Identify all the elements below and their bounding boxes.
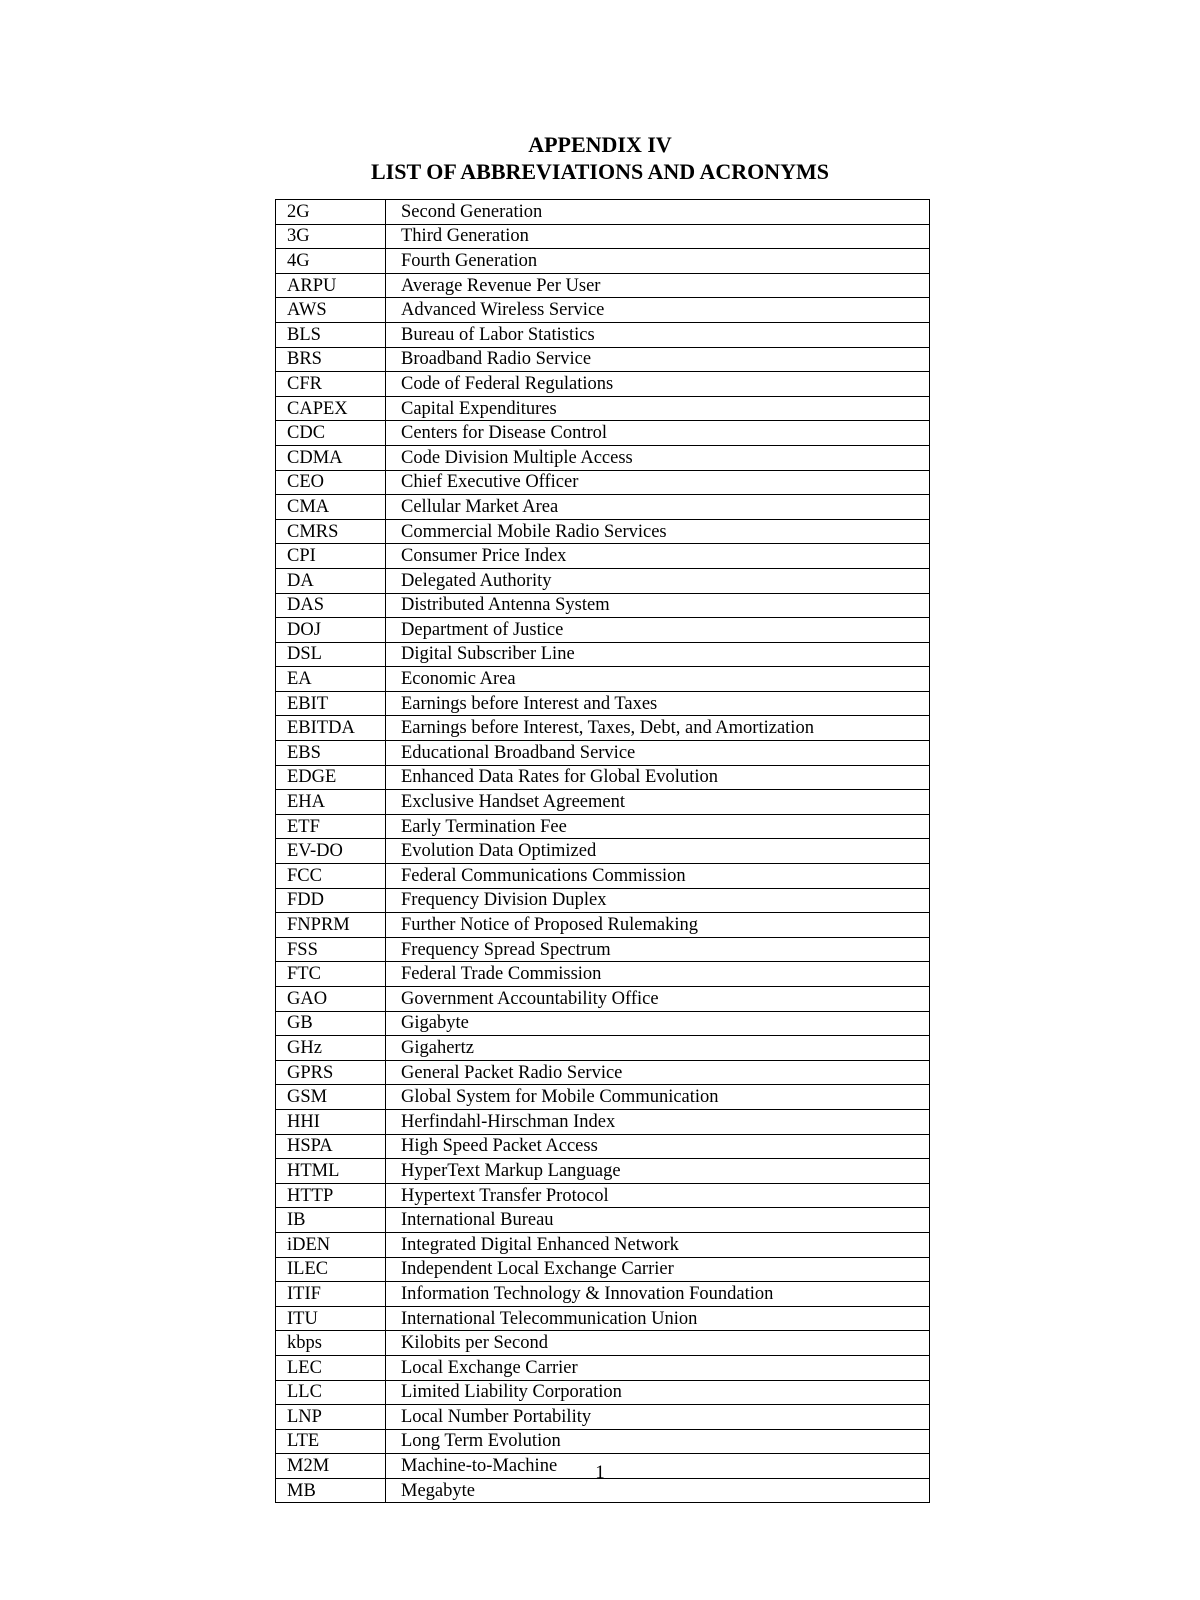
abbreviation-cell: kbps (276, 1331, 386, 1356)
abbreviation-cell: GAO (276, 987, 386, 1012)
definition-cell: International Bureau (386, 1208, 930, 1233)
table-row (276, 200, 930, 225)
abbreviation-cell: EBS (276, 741, 386, 766)
abbreviation-cell: EHA (276, 790, 386, 815)
abbreviation-cell: BLS (276, 322, 386, 347)
definition-cell: Local Number Portability (386, 1405, 930, 1430)
definition-cell: Chief Executive Officer (386, 470, 930, 495)
table-row (276, 372, 930, 397)
abbreviation-cell: FCC (276, 864, 386, 889)
abbreviation-cell: FDD (276, 888, 386, 913)
table-row (276, 716, 930, 741)
table-row (276, 347, 930, 372)
definition-cell: Frequency Spread Spectrum (386, 937, 930, 962)
abbreviations-table-body (276, 200, 930, 1503)
table-row (276, 1036, 930, 1061)
definition-cell: Limited Liability Corporation (386, 1380, 930, 1405)
table-row (276, 396, 930, 421)
definition-cell: HyperText Markup Language (386, 1159, 930, 1184)
definition-cell: Advanced Wireless Service (386, 298, 930, 323)
table-row (276, 814, 930, 839)
table-row (276, 1060, 930, 1085)
table-row (276, 864, 930, 889)
definition-cell: Average Revenue Per User (386, 273, 930, 298)
definition-cell: High Speed Packet Access (386, 1134, 930, 1159)
table-row (276, 1429, 930, 1454)
abbreviation-cell: AWS (276, 298, 386, 323)
abbreviation-cell: CAPEX (276, 396, 386, 421)
table-row (276, 765, 930, 790)
definition-cell: Economic Area (386, 667, 930, 692)
table-row (276, 593, 930, 618)
definition-cell: Gigabyte (386, 1011, 930, 1036)
table-row (276, 322, 930, 347)
definition-cell: Evolution Data Optimized (386, 839, 930, 864)
table-row (276, 691, 930, 716)
abbreviation-cell: CFR (276, 372, 386, 397)
abbreviation-cell: EBIT (276, 691, 386, 716)
table-row (276, 642, 930, 667)
definition-cell: Information Technology & Innovation Foundation (386, 1282, 930, 1307)
table-row (276, 1085, 930, 1110)
definition-cell: Kilobits per Second (386, 1331, 930, 1356)
definition-cell: Broadband Radio Service (386, 347, 930, 372)
page-number: 1 (595, 1462, 605, 1483)
definition-cell: Integrated Digital Enhanced Network (386, 1232, 930, 1257)
table-row (276, 987, 930, 1012)
abbreviation-cell: M2M (276, 1454, 386, 1479)
table-row (276, 962, 930, 987)
table-row (276, 568, 930, 593)
definition-cell: Earnings before Interest, Taxes, Debt, and Amortization (386, 716, 930, 741)
abbreviation-cell: CDC (276, 421, 386, 446)
abbreviation-cell: GHz (276, 1036, 386, 1061)
definition-cell: Delegated Authority (386, 568, 930, 593)
table-row (276, 1306, 930, 1331)
table-row (276, 544, 930, 569)
table-row (276, 1380, 930, 1405)
definition-cell: Consumer Price Index (386, 544, 930, 569)
abbreviation-cell: ITIF (276, 1282, 386, 1307)
definition-cell: Early Termination Fee (386, 814, 930, 839)
abbreviation-cell: GSM (276, 1085, 386, 1110)
abbreviation-cell: FTC (276, 962, 386, 987)
table-row (276, 519, 930, 544)
definition-cell: International Telecommunication Union (386, 1306, 930, 1331)
abbreviation-cell: 2G (276, 200, 386, 225)
abbreviation-cell: HHI (276, 1109, 386, 1134)
definition-cell: Further Notice of Proposed Rulemaking (386, 913, 930, 938)
table-row (276, 1355, 930, 1380)
table-row (276, 495, 930, 520)
abbreviation-cell: CEO (276, 470, 386, 495)
definition-cell: Code of Federal Regulations (386, 372, 930, 397)
abbreviation-cell: ITU (276, 1306, 386, 1331)
list-title: LIST OF ABBREVIATIONS AND ACRONYMS (370, 159, 830, 184)
definition-cell: Federal Trade Commission (386, 962, 930, 987)
definition-cell: Global System for Mobile Communication (386, 1085, 930, 1110)
definition-cell: Local Exchange Carrier (386, 1355, 930, 1380)
table-row (276, 913, 930, 938)
definition-cell: Department of Justice (386, 618, 930, 643)
abbreviation-cell: CPI (276, 544, 386, 569)
abbreviation-cell: HTML (276, 1159, 386, 1184)
abbreviation-cell: EA (276, 667, 386, 692)
table-row (276, 1232, 930, 1257)
table-row (276, 937, 930, 962)
abbreviation-cell: LLC (276, 1380, 386, 1405)
abbreviation-cell: IB (276, 1208, 386, 1233)
definition-cell: Fourth Generation (386, 249, 930, 274)
definition-cell: Educational Broadband Service (386, 741, 930, 766)
definition-cell: Machine-to-Machine (386, 1454, 930, 1479)
table-row (276, 1405, 930, 1430)
abbreviation-cell: EV-DO (276, 839, 386, 864)
abbreviation-cell: LEC (276, 1355, 386, 1380)
abbreviation-cell: DOJ (276, 618, 386, 643)
abbreviation-cell: GB (276, 1011, 386, 1036)
table-row (276, 298, 930, 323)
table-row (276, 273, 930, 298)
abbreviation-cell: LTE (276, 1429, 386, 1454)
definition-cell: Gigahertz (386, 1036, 930, 1061)
definition-cell: Third Generation (386, 224, 930, 249)
abbreviation-cell: ARPU (276, 273, 386, 298)
table-row (276, 1011, 930, 1036)
definition-cell: Code Division Multiple Access (386, 445, 930, 470)
table-row (276, 1183, 930, 1208)
definition-cell: Long Term Evolution (386, 1429, 930, 1454)
definition-cell: Distributed Antenna System (386, 593, 930, 618)
table-row (276, 1159, 930, 1184)
table-row (276, 741, 930, 766)
abbreviation-cell: MB (276, 1478, 386, 1503)
abbreviation-cell: ILEC (276, 1257, 386, 1282)
table-row (276, 888, 930, 913)
abbreviation-cell: HTTP (276, 1183, 386, 1208)
table-row (276, 790, 930, 815)
abbreviation-cell: FNPRM (276, 913, 386, 938)
definition-cell: Megabyte (386, 1478, 930, 1503)
table-row (276, 1331, 930, 1356)
table-row (276, 470, 930, 495)
definition-cell: Hypertext Transfer Protocol (386, 1183, 930, 1208)
table-row (276, 421, 930, 446)
abbreviation-cell: DSL (276, 642, 386, 667)
table-row (276, 1282, 930, 1307)
abbreviation-cell: GPRS (276, 1060, 386, 1085)
definition-cell: Digital Subscriber Line (386, 642, 930, 667)
definition-cell: Herfindahl-Hirschman Index (386, 1109, 930, 1134)
definition-cell: Centers for Disease Control (386, 421, 930, 446)
abbreviation-cell: FSS (276, 937, 386, 962)
table-row (276, 839, 930, 864)
definition-cell: Federal Communications Commission (386, 864, 930, 889)
table-row (276, 249, 930, 274)
definition-cell: Enhanced Data Rates for Global Evolution (386, 765, 930, 790)
table-row (276, 667, 930, 692)
table-row (276, 224, 930, 249)
abbreviation-cell: ETF (276, 814, 386, 839)
abbreviation-cell: DA (276, 568, 386, 593)
abbreviation-cell: CMRS (276, 519, 386, 544)
definition-cell: Commercial Mobile Radio Services (386, 519, 930, 544)
abbreviation-cell: EBITDA (276, 716, 386, 741)
definition-cell: General Packet Radio Service (386, 1060, 930, 1085)
definition-cell: Independent Local Exchange Carrier (386, 1257, 930, 1282)
definition-cell: Second Generation (386, 200, 930, 225)
abbreviation-cell: DAS (276, 593, 386, 618)
table-row (276, 1208, 930, 1233)
abbreviation-cell: HSPA (276, 1134, 386, 1159)
table-row (276, 618, 930, 643)
appendix-title: APPENDIX IV (528, 132, 672, 157)
abbreviation-cell: LNP (276, 1405, 386, 1430)
abbreviation-cell: 3G (276, 224, 386, 249)
definition-cell: Earnings before Interest and Taxes (386, 691, 930, 716)
abbreviation-cell: CDMA (276, 445, 386, 470)
definition-cell: Frequency Division Duplex (386, 888, 930, 913)
abbreviations-table (275, 199, 930, 1503)
table-row (276, 1134, 930, 1159)
table-row (276, 1257, 930, 1282)
table-row (276, 445, 930, 470)
definition-cell: Government Accountability Office (386, 987, 930, 1012)
abbreviation-cell: EDGE (276, 765, 386, 790)
table-row (276, 1109, 930, 1134)
abbreviation-cell: 4G (276, 249, 386, 274)
definition-cell: Cellular Market Area (386, 495, 930, 520)
abbreviation-cell: iDEN (276, 1232, 386, 1257)
definition-cell: Bureau of Labor Statistics (386, 322, 930, 347)
abbreviation-cell: CMA (276, 495, 386, 520)
definition-cell: Exclusive Handset Agreement (386, 790, 930, 815)
definition-cell: Capital Expenditures (386, 396, 930, 421)
abbreviation-cell: BRS (276, 347, 386, 372)
